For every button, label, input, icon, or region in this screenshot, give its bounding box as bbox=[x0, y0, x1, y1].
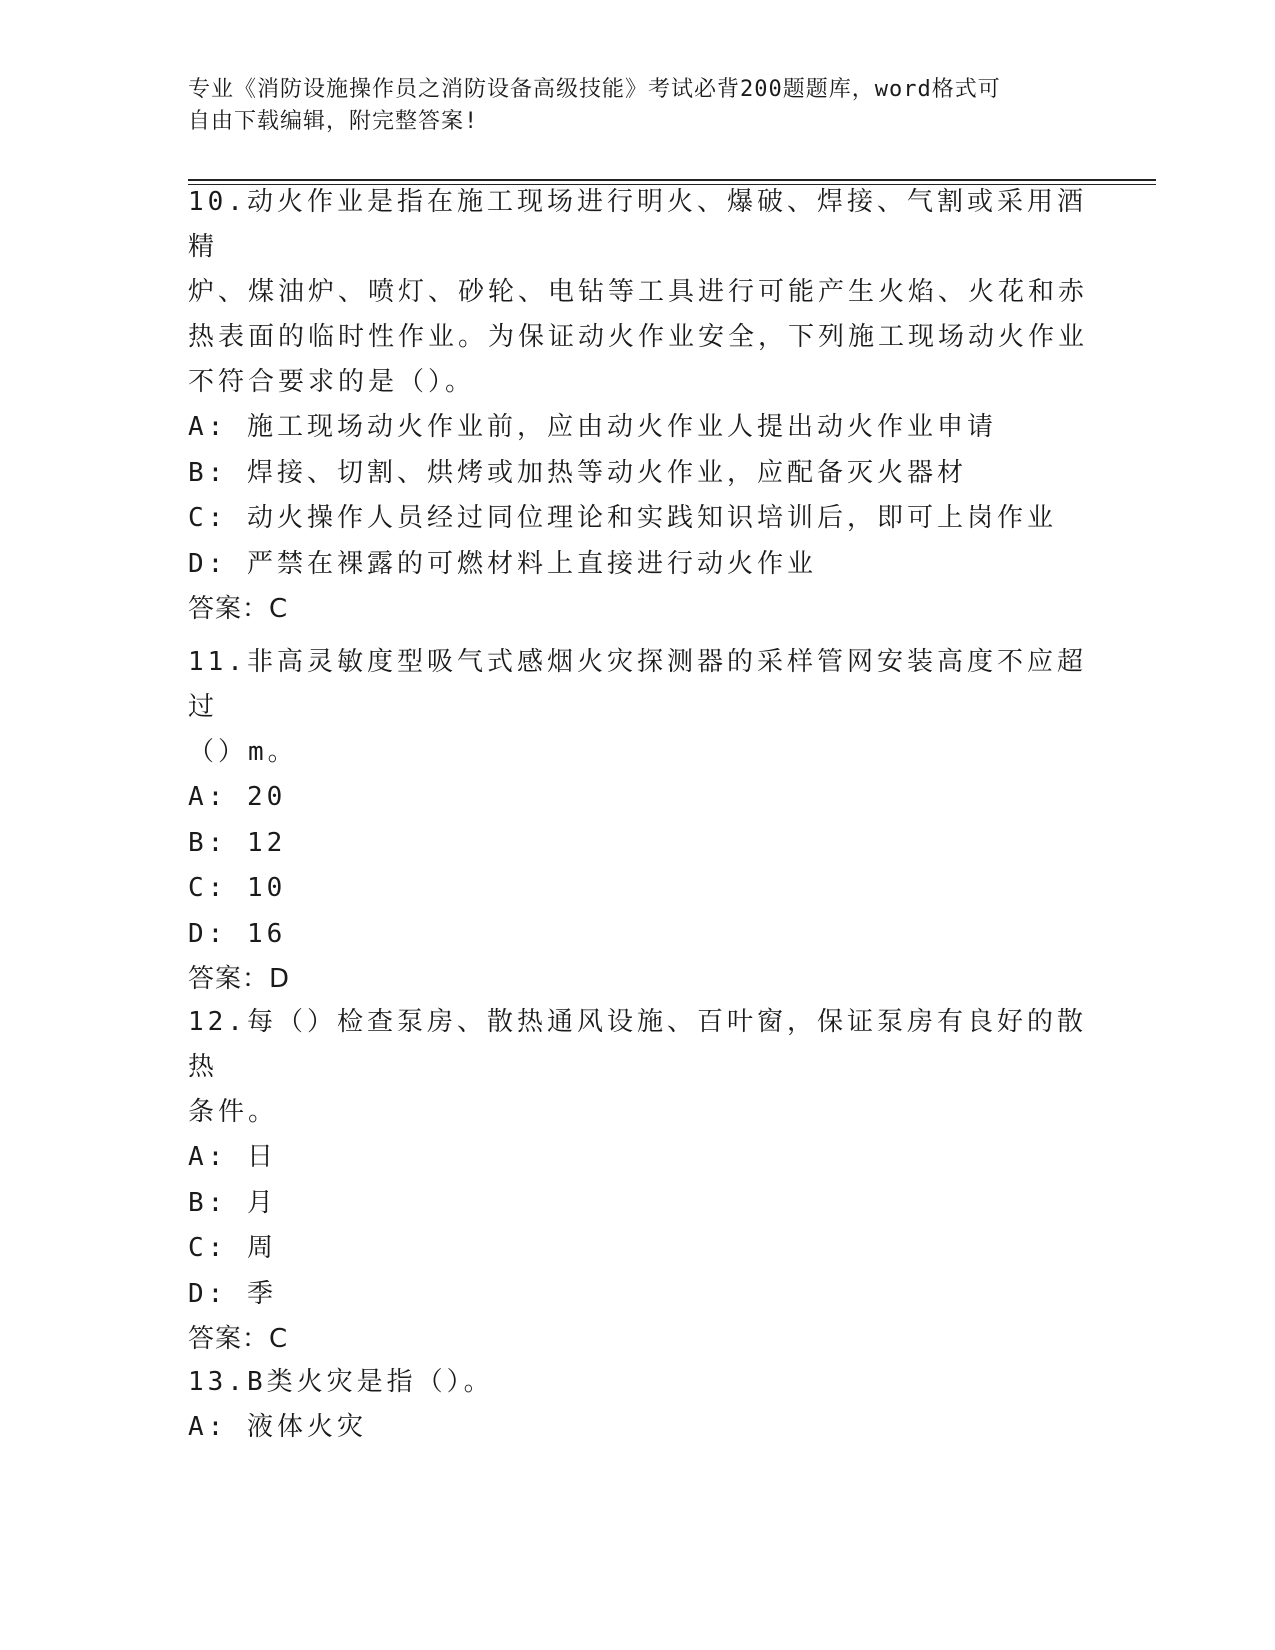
header-line-1: 专业《消防设施操作员之消防设备高级技能》考试必背200题题库，word格式可 bbox=[188, 77, 1001, 102]
answer: 答案：C bbox=[188, 594, 289, 624]
answer: 答案：C bbox=[188, 1324, 289, 1354]
option-a: A: 20 bbox=[188, 782, 287, 812]
option-d: D: 季 bbox=[188, 1278, 277, 1309]
option-a: A: 施工现场动火作业前，应由动火作业人提出动火作业申请 bbox=[188, 412, 997, 442]
question-12 bbox=[188, 1000, 1088, 1362]
header-line-2: 自由下载编辑，附完整答案! bbox=[188, 109, 479, 134]
question-stem-line: 10.动火作业是指在施工现场进行明火、爆破、焊接、气割或采用酒精 bbox=[188, 187, 1087, 262]
question-stem-line: 热表面的临时性作业。为保证动火作业安全，下列施工现场动火作业 bbox=[188, 322, 1089, 352]
question-stem-line: （）m。 bbox=[188, 737, 298, 767]
question-stem-line: 不符合要求的是（）。 bbox=[188, 367, 476, 397]
option-b: B: 月 bbox=[188, 1187, 277, 1218]
option-d: D: 16 bbox=[188, 918, 287, 949]
question-13 bbox=[188, 1360, 1088, 1451]
option-d: D: 严禁在裸露的可燃材料上直接进行动火作业 bbox=[188, 548, 817, 579]
question-stem-line: 13.B类火灾是指（）。 bbox=[188, 1367, 494, 1397]
option-b: B: 焊接、切割、烘烤或加热等动火作业，应配备灭火器材 bbox=[188, 457, 967, 488]
question-stem-line: 12.每（）检查泵房、散热通风设施、百叶窗，保证泵房有良好的散热 bbox=[188, 1007, 1087, 1082]
answer: 答案：D bbox=[188, 964, 291, 994]
option-c: C: 周 bbox=[188, 1233, 277, 1263]
option-c: C: 动火操作人员经过同位理论和实践知识培训后，即可上岗作业 bbox=[188, 503, 1057, 533]
question-stem-line: 条件。 bbox=[188, 1097, 279, 1127]
question-11 bbox=[188, 640, 1088, 1002]
question-stem-line: 11.非高灵敏度型吸气式感烟火灾探测器的采样管网安装高度不应超过 bbox=[188, 647, 1087, 722]
option-b: B: 12 bbox=[188, 827, 287, 858]
option-c: C: 10 bbox=[188, 873, 287, 903]
option-a: A: 日 bbox=[188, 1142, 277, 1172]
document-header bbox=[188, 74, 1088, 138]
question-stem-line: 炉、煤油炉、喷灯、砂轮、电钻等工具进行可能产生火焰、火花和赤 bbox=[188, 277, 1089, 307]
question-10 bbox=[188, 180, 1088, 632]
option-a: A: 液体火灾 bbox=[188, 1412, 367, 1442]
